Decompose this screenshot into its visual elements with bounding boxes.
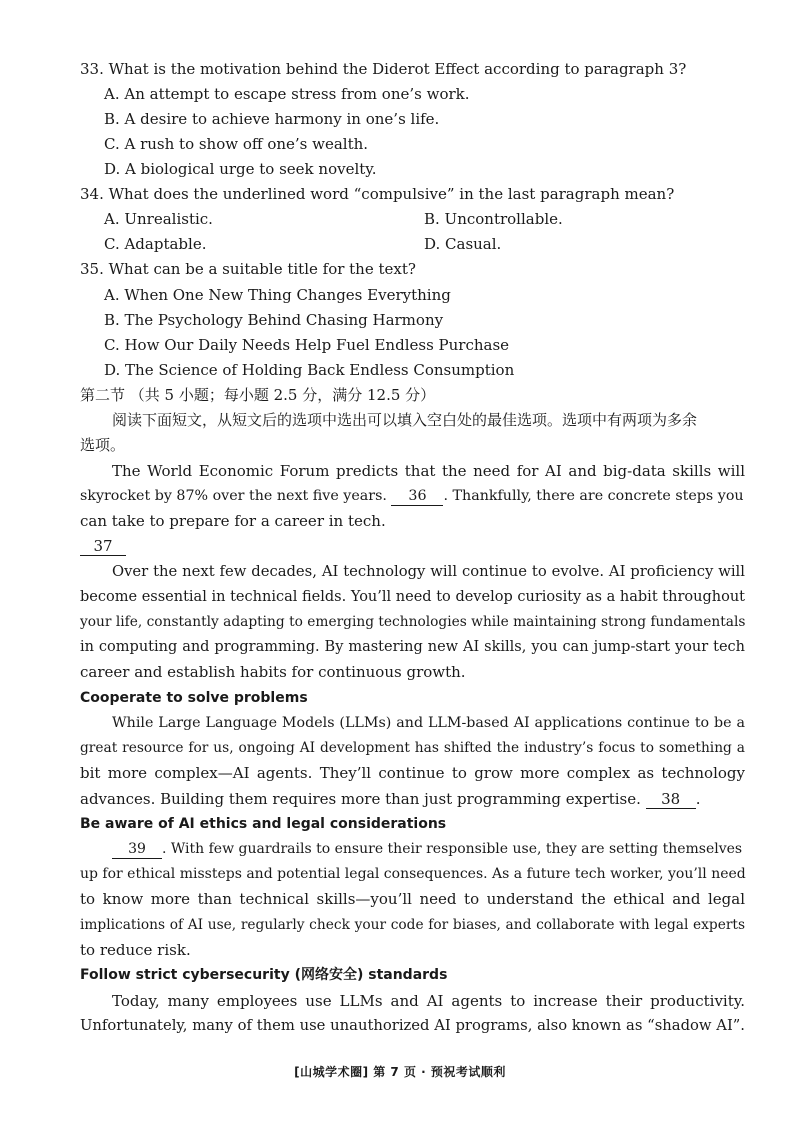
paragraph-2-line-5: career and establish habits for continuous growth. — [80, 663, 466, 681]
question-34-option-a: A. Unrealistic. — [104, 210, 213, 228]
question-35-option-c: C. How Our Daily Needs Help Fuel Endless Purchase — [104, 336, 510, 354]
question-33-option-b: B. A desire to achieve harmony in one’s life. — [104, 110, 440, 128]
paragraph-3-line-4-start: advances. Building them requires more than just programming expertise. — [80, 790, 641, 808]
paragraph-1-line-2-start: skyrocket by 87% over the next five years. — [80, 488, 387, 504]
heading-ethics: Be aware of AI ethics and legal considerations — [80, 816, 447, 832]
paragraph-3-line-1: While Large Language Models (LLMs) and LLM-based AI applications continue to be a — [112, 715, 745, 731]
question-34-row-2 — [104, 234, 769, 254]
paragraph-4-line-5: to reduce risk. — [80, 941, 191, 959]
question-35-option-a: A. When One New Thing Changes Everything — [104, 286, 451, 304]
paragraph-5-line-2: Unfortunately, many of them use unauthorized AI programs, also known as “shadow AI”. — [80, 1017, 745, 1034]
paragraph-1-line-2 — [80, 486, 745, 506]
question-33-option-d: D. A biological urge to seek novelty. — [104, 160, 377, 178]
question-34-option-d: D. Casual. — [424, 235, 502, 253]
page-footer: [山城学术圈] 第 7 页 · 预祝考试顺利 — [294, 1065, 506, 1079]
section-2-title: 第二节 （共 5 小题；每小题 2.5 分，满分 12.5 分） — [80, 386, 436, 404]
question-34-stem: 34. What does the underlined word “compulsive” in the last paragraph mean? — [80, 185, 675, 203]
question-35-option-b: B. The Psychology Behind Chasing Harmony — [104, 311, 444, 329]
paragraph-2-line-4: in computing and programming. By mastering new AI skills, you can jump-start your tech — [80, 639, 745, 655]
question-34-option-c: C. Adaptable. — [104, 235, 207, 253]
paragraph-4-line-1-end: . With few guardrails to ensure their responsible use, they are setting themselves — [162, 841, 743, 857]
paragraph-2-line-3: your life, constantly adapting to emerging technologies while maintaining strong fundamentals — [80, 614, 746, 630]
section-2-instruction-line-1: 阅读下面短文，从短文后的选项中选出可以填入空白处的最佳选项。选项中有两项为多余 — [112, 411, 698, 429]
question-35-stem: 35. What can be a suitable title for the text? — [80, 260, 416, 278]
question-33-option-a: A. An attempt to escape stress from one’s work. — [104, 85, 470, 103]
paragraph-3-line-2: great resource for us, ongoing AI development has shifted the industry’s focus to something a — [80, 740, 745, 756]
blank-37[interactable]: 37 — [80, 538, 126, 556]
paragraph-3-line-4 — [80, 789, 745, 809]
question-34-option-b: B. Uncontrollable. — [424, 210, 563, 228]
question-33-option-c: C. A rush to show off one’s wealth. — [104, 135, 369, 153]
question-35-option-d: D. The Science of Holding Back Endless Consumption — [104, 361, 515, 379]
heading-cooperate: Cooperate to solve problems — [80, 690, 308, 706]
paragraph-1-line-3: can take to prepare for a career in tech. — [80, 512, 386, 530]
paragraph-2-line-2: become essential in technical fields. You’ll need to develop curiosity as a habit throughout — [80, 589, 745, 605]
blank-36[interactable]: 36 — [391, 488, 443, 506]
question-33-stem: 33. What is the motivation behind the Diderot Effect according to paragraph 3? — [80, 60, 687, 78]
paragraph-3-line-4-end: . — [695, 790, 701, 808]
paragraph-1-line-1: The World Economic Forum predicts that the need for AI and big-data skills will — [112, 462, 745, 480]
paragraph-3-line-3: bit more complex—AI agents. They’ll continue to grow more complex as technology — [80, 764, 745, 782]
paragraph-4-line-2: up for ethical missteps and potential legal consequences. As a future tech worker, you’ll need — [80, 866, 746, 882]
heading-cybersecurity: Follow strict cybersecurity (网络安全) standards — [80, 967, 448, 983]
paragraph-1-line-2-end: . Thankfully, there are concrete steps you — [443, 488, 744, 504]
section-2-instruction-line-2: 选项。 — [80, 436, 126, 454]
blank-37-line — [80, 536, 745, 556]
paragraph-5-line-1: Today, many employees use LLMs and AI agents to increase their productivity. — [112, 992, 745, 1010]
paragraph-4-line-4: implications of AI use, regularly check your code for biases, and collaborate with legal experts — [80, 917, 745, 933]
question-34-row-1 — [104, 209, 769, 229]
blank-39[interactable]: 39 — [112, 841, 162, 859]
blank-38[interactable]: 38 — [646, 791, 696, 809]
paragraph-2-line-1: Over the next few decades, AI technology will continue to evolve. AI proficiency will — [112, 563, 745, 580]
paragraph-4-line-3: to know more than technical skills—you’ll need to understand the ethical and legal — [80, 890, 745, 908]
paragraph-4-line-1 — [112, 839, 745, 859]
